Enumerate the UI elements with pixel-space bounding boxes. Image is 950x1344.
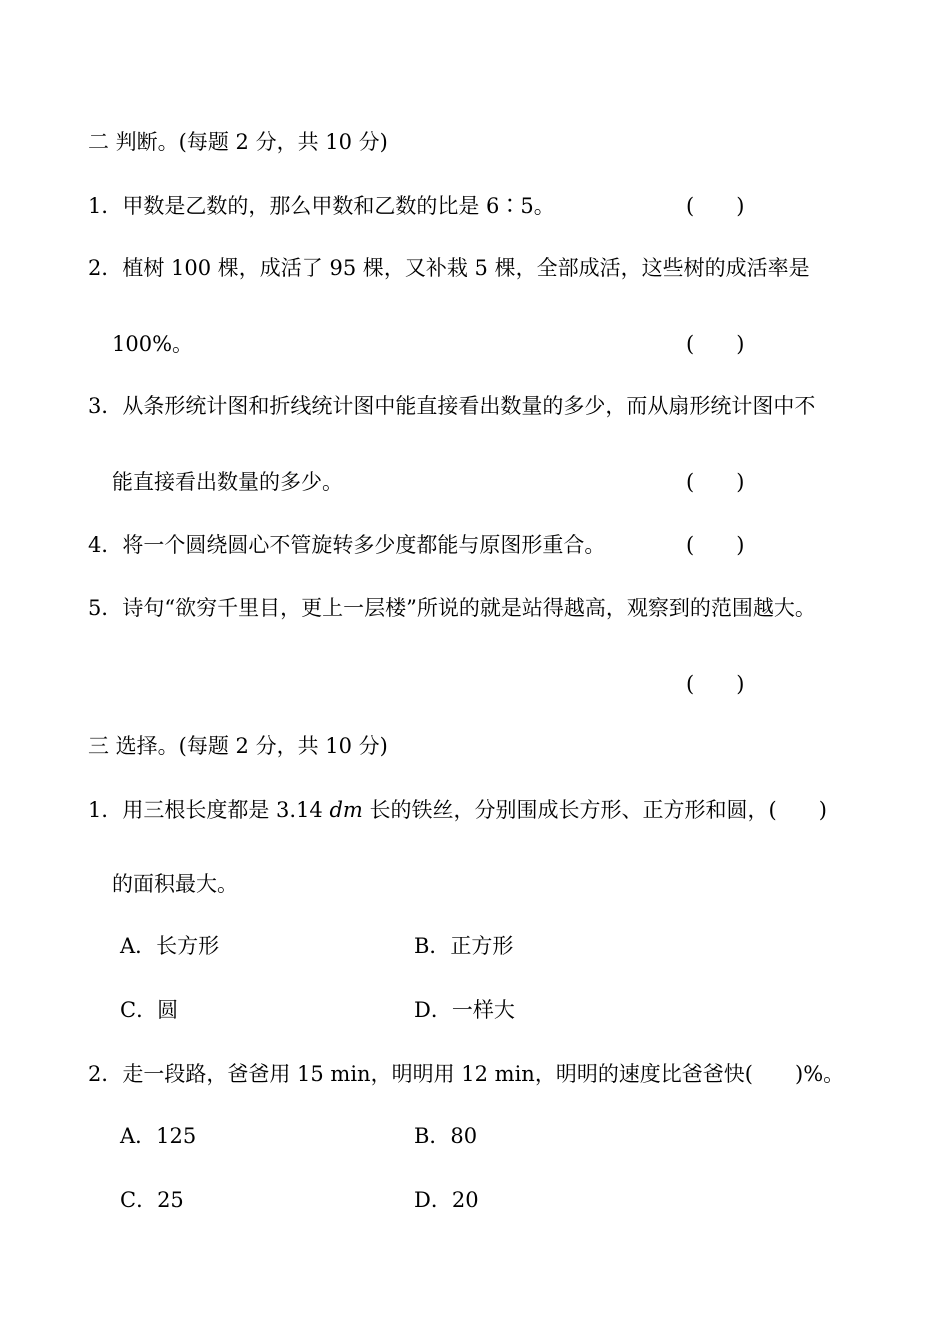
q1-option-d[interactable]: D．一样大 — [414, 998, 515, 1022]
judgment-question-3-line-2: 能直接看出数量的多少。 — [112, 470, 343, 494]
q1-option-c[interactable]: C．圆 — [120, 998, 179, 1022]
judgment-question-5: 5．诗句“欲穷千里目，更上一层楼”所说的就是站得越高，观察到的范围越大。 — [88, 596, 816, 620]
question-1-prefix: 1．用三根长度都是 3.14 — [88, 798, 330, 822]
choice-question-1-line-1 — [88, 796, 827, 824]
q2-option-c[interactable]: C．25 — [120, 1188, 184, 1212]
judgment-question-4: 4．将一个圆绕圆心不管旋转多少度都能与原图形重合。 — [88, 533, 606, 557]
judgment-question-3-line-1: 3．从条形统计图和折线统计图中能直接看出数量的多少，而从扇形统计图中不 — [88, 394, 816, 418]
answer-blank-1[interactable]: ( ) — [686, 194, 745, 218]
q1-option-b[interactable]: B．正方形 — [414, 934, 514, 958]
judgment-question-2-line-1: 2．植树 100 棵，成活了 95 棵，又补栽 5 棵，全部成活，这些树的成活率是 — [88, 256, 810, 280]
unit-dm: dm — [329, 798, 363, 822]
q2-option-b[interactable]: B．80 — [414, 1124, 478, 1148]
q1-option-a[interactable]: A．长方形 — [120, 934, 220, 958]
q2-option-d[interactable]: D．20 — [414, 1188, 479, 1212]
section-heading-choice: 三 选择。(每题 2 分，共 10 分) — [88, 734, 388, 758]
section-heading-judgment: 二 判断。(每题 2 分，共 10 分) — [88, 130, 388, 154]
choice-question-2: 2．走一段路，爸爸用 15 min，明明用 12 min，明明的速度比爸爸快( )%。 — [88, 1062, 845, 1086]
answer-blank-4[interactable]: ( ) — [686, 533, 745, 557]
question-1-suffix: 长的铁丝，分别围成长方形、正方形和圆，( ) — [362, 798, 827, 822]
choice-question-1-line-2: 的面积最大。 — [112, 872, 238, 896]
answer-blank-2[interactable]: ( ) — [686, 332, 745, 356]
judgment-question-2-line-2: 100%。 — [112, 332, 194, 356]
answer-blank-5[interactable]: ( ) — [686, 672, 745, 696]
q2-option-a[interactable]: A．125 — [120, 1124, 197, 1148]
judgment-question-1: 1．甲数是乙数的，那么甲数和乙数的比是 6∶5。 — [88, 194, 555, 218]
answer-blank-3[interactable]: ( ) — [686, 470, 745, 494]
